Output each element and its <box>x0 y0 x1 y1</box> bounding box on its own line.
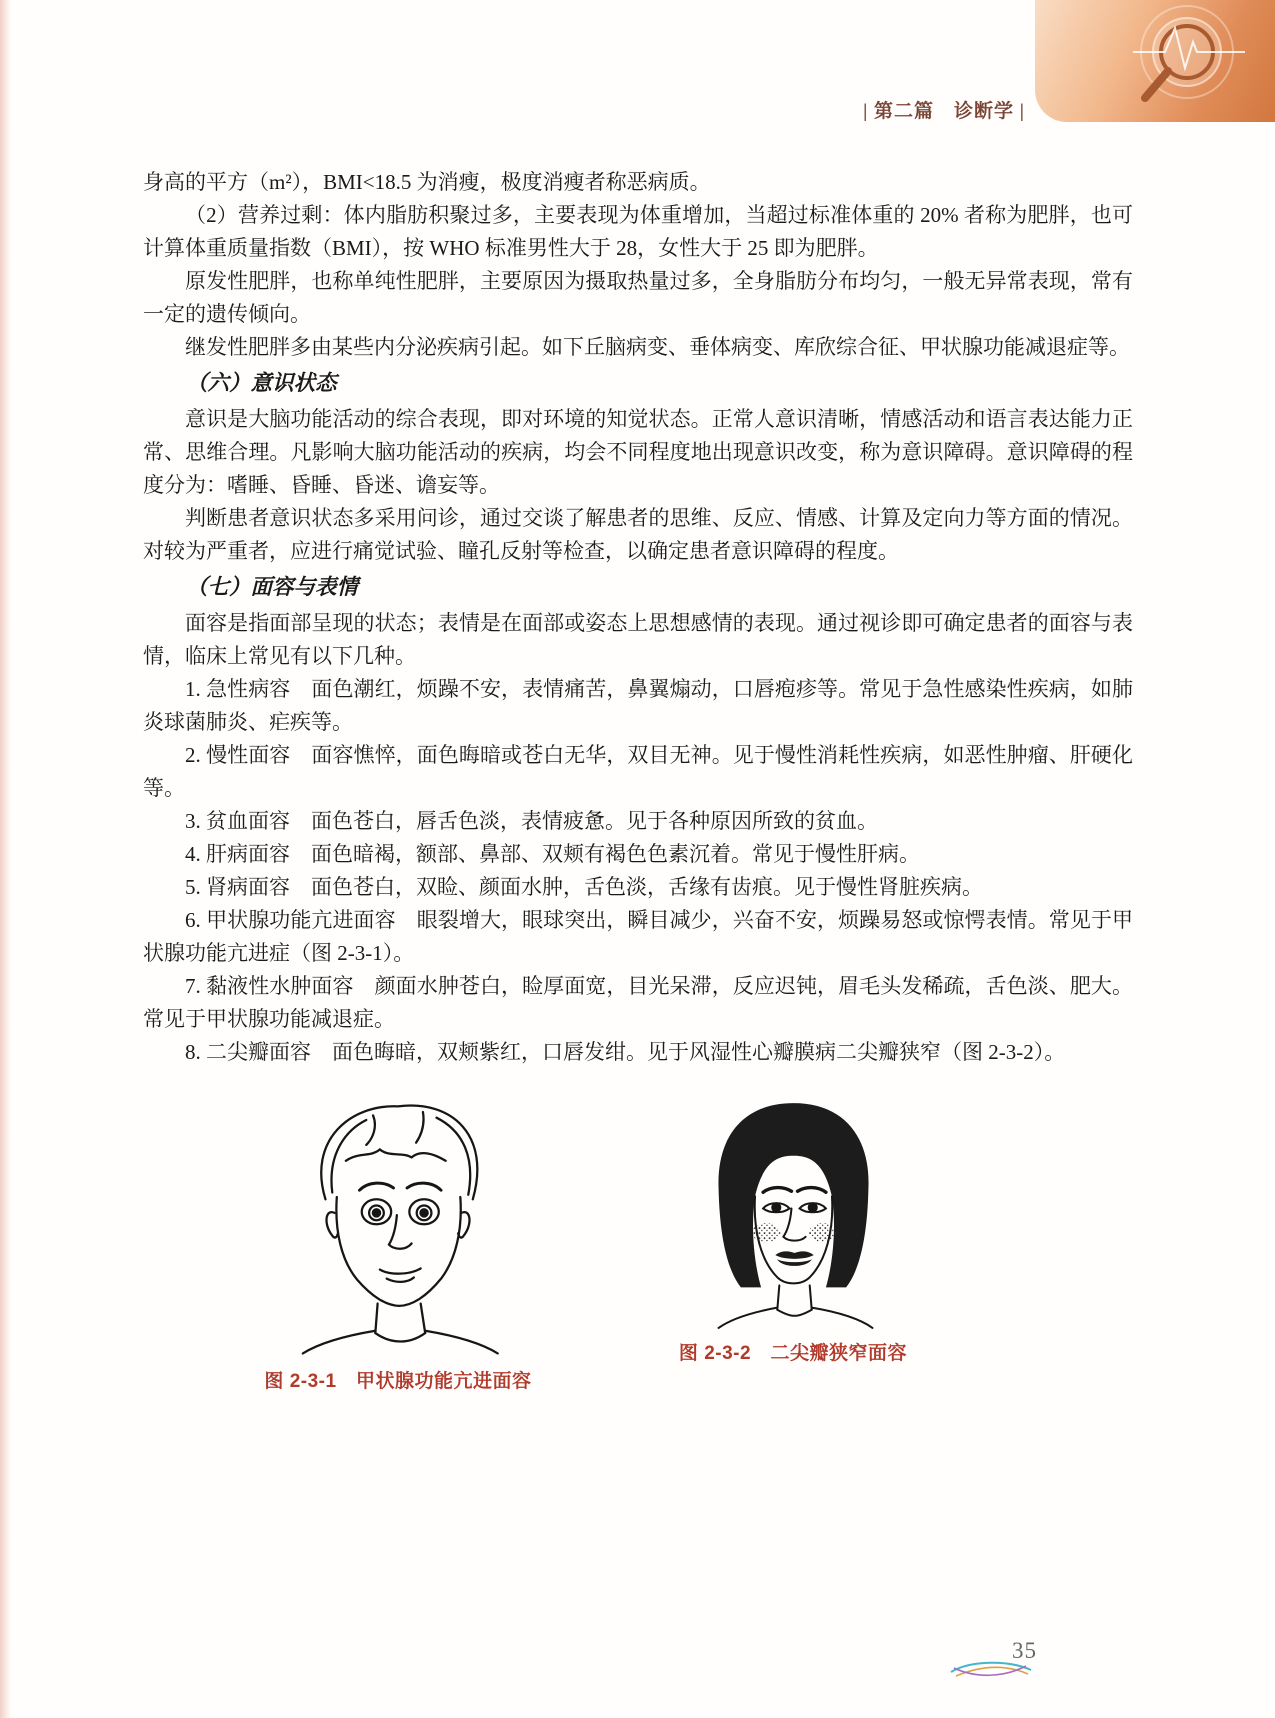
list-item-hyperthyroid-face: 6. 甲状腺功能亢进面容 眼裂增大，眼球突出，瞬目减少，兴奋不安，烦躁易怒或惊愕表情。常见于甲状腺功能亢进症（图 2-3-1）。 <box>143 908 1133 965</box>
list-item-acute-face: 1. 急性病容 面色潮红，烦躁不安，表情痛苦，鼻翼煽动，口唇疱疹等。常见于急性感染性疾病，如肺炎球菌肺炎、疟疾等。 <box>143 677 1133 734</box>
page-content <box>143 166 1133 1405</box>
list-item-myxedema-face: 7. 黏液性水肿面容 颜面水肿苍白，睑厚面宽，目光呆滞，反应迟钝，眉毛头发稀疏，舌色淡、肥大。常见于甲状腺功能减退症。 <box>143 974 1133 1031</box>
list-item-nephrotic-face: 5. 肾病面容 面色苍白，双睑、颜面水肿，舌色淡，舌缘有齿痕。见于慢性肾脏疾病。 <box>185 875 983 899</box>
paragraph: 意识是大脑功能活动的综合表现，即对环境的知觉状态。正常人意识清晰，情感活动和语言表达能力正常、思维合理。凡影响大脑功能活动的疾病，均会不同程度地出现意识改变，称为意识障碍。意识障碍的程度分为：嗜睡、昏睡、昏迷、谵妄等。 <box>143 407 1133 497</box>
paragraph: 判断患者意识状态多采用问诊，通过交谈了解患者的思维、反应、情感、计算及定向力等方面的情况。对较为严重者，应进行痛觉试验、瞳孔反射等检查，以确定患者意识障碍的程度。 <box>143 506 1133 563</box>
mitral-stenosis-face-illustration <box>672 1095 915 1330</box>
paragraph: 继发性肥胖多由某些内分泌疾病引起。如下丘脑病变、垂体病变、库欣综合征、甲状腺功能减退症等。 <box>185 335 1130 359</box>
paragraph: 面容是指面部呈现的状态；表情是在面部或姿态上思想感情的表现。通过视诊即可确定患者的面容与表情，临床上常见有以下几种。 <box>143 611 1133 668</box>
figure-2-3-2 <box>648 1095 938 1365</box>
magnifier-ecg-icon <box>1035 0 1275 122</box>
figure-caption: 图 2-3-1 甲状腺功能亢进面容 <box>264 1371 532 1392</box>
page-left-edge-decoration <box>0 0 11 1718</box>
list-item-hepatic-face: 4. 肝病面容 面色暗褐，额部、鼻部、双颊有褐色色素沉着。常见于慢性肝病。 <box>185 842 920 866</box>
running-head-section-title: | 第二篇 诊断学 | <box>863 101 1025 122</box>
figures-row <box>143 1095 1133 1405</box>
list-item-chronic-face: 2. 慢性面容 面容憔悴，面色晦暗或苍白无华，双目无神。见于慢性消耗性疾病，如恶性肿瘤、肝硬化等。 <box>143 743 1133 800</box>
corner-decoration <box>1035 0 1275 122</box>
figure-2-3-1 <box>238 1095 558 1393</box>
page-footer <box>947 1638 1043 1682</box>
list-item-anemic-face: 3. 贫血面容 面色苍白，唇舌色淡，表情疲惫。见于各种原因所致的贫血。 <box>185 809 878 833</box>
section-heading-facial-expression: （七）面容与表情 <box>186 575 359 599</box>
paragraph: 身高的平方（m²），BMI<18.5 为消瘦，极度消瘦者称恶病质。 <box>143 170 711 194</box>
hyperthyroid-face-illustration <box>262 1095 534 1358</box>
section-heading-consciousness: （六）意识状态 <box>186 371 337 395</box>
paragraph: 原发性肥胖，也称单纯性肥胖，主要原因为摄取热量过多，全身脂肪分布均匀，一般无异常表现，常有一定的遗传倾向。 <box>143 269 1133 326</box>
list-item-mitral-face: 8. 二尖瓣面容 面色晦暗，双颊紫红，口唇发绀。见于风湿性心瓣膜病二尖瓣狭窄（图 2-3-2）。 <box>185 1040 1066 1064</box>
paragraph: （2）营养过剩：体内脂肪积聚过多，主要表现为体重增加，当超过标准体重的 20% 者称为肥胖，也可计算体重质量指数（BMI），按 WHO 标准男性大于 28，女性大于 25 即为肥胖。 <box>143 203 1133 260</box>
page-number: 35 <box>1012 1638 1037 1663</box>
figure-caption: 图 2-3-2 二尖瓣狭窄面容 <box>678 1343 908 1364</box>
